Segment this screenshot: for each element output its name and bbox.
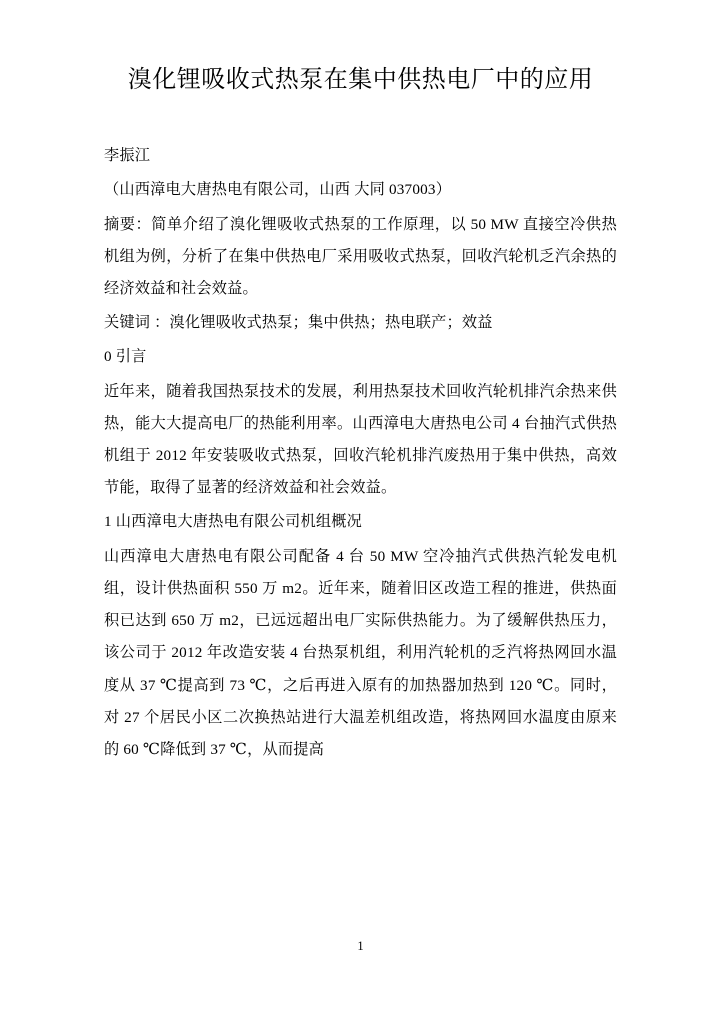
affiliation-line: （山西漳电大唐热电有限公司，山西 大同 037003） [104,181,452,199]
document-body [104,140,617,766]
section-body-1: 山西漳电大唐热电有限公司配备 4 台 50 MW 空冷抽汽式供热汽轮发电机组，设计供热面积 550 万 m2。近年来，随着旧区改造工程的推进，供热面积已达到 650 万 m2，已远远超出电厂实际供热能力。为了缓解供热压力，该公司于 2012 年改造安装 4 台热泵机组，利用汽轮机的乏汽将热网回水温度从 37 ℃提高到 73 ℃，之后再进入原有的加热器加热到 120 ℃。同时，对 27 个居民小区二次换热站进行大温差机组改造，将热网回水温度由原来的 60 ℃降低到 37 ℃，从而提高 [104,547,617,759]
section-heading-0: 0 引言 [104,348,147,366]
keywords-line: 关键词 ：溴化锂吸收式热泵；集中供热；热电联产；效益 [104,314,493,332]
page-title: 溴化锂吸收式热泵在集中供热电厂中的应用 [127,65,594,93]
section-body-0: 近年来，随着我国热泵技术的发展，利用热泵技术回收汽轮机排汽余热来供热，能大大提高电厂的热能利用率。山西漳电大唐热电公司 4 台抽汽式供热机组于 2012 年安装吸收式热泵，回收汽轮机排汽废热用于集中供热，高效节能，取得了显著的经济效益和社会效益。 [104,382,617,497]
author-line: 李振江 [104,147,151,165]
abstract-paragraph: 摘要：简单介绍了溴化锂吸收式热泵的工作原理，以 50 MW 直接空冷供热机组为例，分析了在集中供热电厂采用吸收式热泵，回收汽轮机乏汽余热的经济效益和社会效益。 [104,215,617,297]
page-number: 1 [357,939,364,953]
section-heading-1: 1 山西漳电大唐热电有限公司机组概况 [104,513,362,531]
